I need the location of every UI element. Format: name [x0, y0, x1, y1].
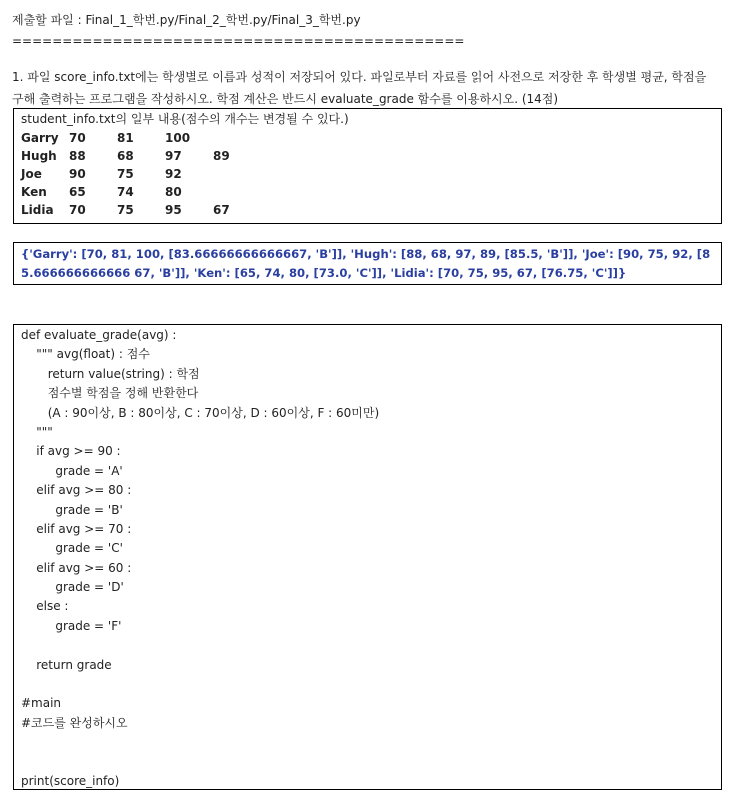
code-line: grade = 'A' [21, 463, 123, 478]
expected-output-text: {'Garry': [70, 81, 100, [83.66666666666667, 'B']], 'Hugh': [88, 68, 97, 89, [85.5, 'B']], 'Joe': [90, 75, 92, [85.666666666666 67, 'B']], 'Ken': [65, 74, 80, [73.0, 'C']], 'Lidia': [70, 75, 95, 67, [76.75, 'C']]} [21, 247, 711, 280]
score-cell: 75 [117, 203, 134, 217]
student-name-cell: Garry [21, 131, 59, 145]
score-cell [213, 183, 230, 201]
score-cell: 81 [117, 131, 134, 145]
score-cell: 89 [213, 149, 230, 163]
submission-files-label: 제출할 파일 : Final_1_학번.py/Final_2_학번.py/Final_3_학번.py [12, 13, 361, 27]
code-line: #코드를 완성하시오 [21, 715, 128, 730]
code-line: elif avg >= 80 : [21, 483, 132, 498]
code-line: elif avg >= 70 : [21, 521, 132, 536]
student-name-cell: Joe [21, 167, 42, 181]
code-line: grade = 'B' [21, 502, 123, 517]
code-line: return value(string) : 학점 [21, 366, 200, 381]
score-cell: 80 [165, 185, 182, 199]
score-cell: 95 [165, 203, 182, 217]
expected-output-box [13, 242, 722, 285]
separator-rule: ============================================= [12, 34, 465, 48]
student-name-cell: Ken [21, 185, 47, 199]
score-cell: 67 [213, 203, 230, 217]
code-line: #main [21, 696, 62, 711]
code-line [21, 733, 379, 752]
score-cell: 97 [165, 149, 182, 163]
code-line: 점수별 학점을 정해 반환한다 [21, 386, 199, 401]
code-line: else : [21, 599, 69, 614]
code-line: """ [21, 424, 53, 439]
student-name-cell: Hugh [21, 149, 57, 163]
score-cell: 92 [165, 167, 182, 181]
code-line: grade = 'F' [21, 618, 122, 633]
code-line: grade = 'D' [21, 580, 124, 595]
score-cell: 65 [69, 185, 86, 199]
score-cell: 74 [117, 185, 134, 199]
score-row [21, 183, 230, 201]
code-line: """ avg(float) : 점수 [21, 347, 150, 362]
score-cell [213, 129, 230, 147]
score-table [21, 129, 230, 219]
student-name-cell: Lidia [21, 203, 54, 217]
score-row [21, 129, 230, 147]
file-contents-box [13, 108, 722, 224]
code-line: grade = 'C' [21, 541, 123, 556]
question-text-line-1: 1. 파일 score_info.txt에는 학생별로 이름과 성적이 저장되어 있다. 파일로부터 자료를 읽어 사전으로 저장한 후 학생별 평균, 학점을 [12, 70, 707, 84]
code-line: (A : 90이상, B : 80이상, C : 70이상, D : 60이상, F : 60미만) [21, 405, 380, 420]
code-line: if avg >= 90 : [21, 444, 121, 459]
score-cell: 70 [69, 131, 86, 145]
code-line [21, 675, 379, 694]
code-template-box [13, 324, 722, 790]
code-line: return grade [21, 657, 112, 672]
score-cell: 90 [69, 167, 86, 181]
score-cell: 70 [69, 203, 86, 217]
question-text-line-2: 구해 출력하는 프로그램을 작성하시오. 학점 계산은 반드시 evaluate_grade 함수를 이용하시오. (14점) [12, 92, 559, 106]
score-cell: 68 [117, 149, 134, 163]
score-row [21, 165, 230, 183]
code-line [21, 753, 379, 772]
code-line: print(score_info) [21, 773, 120, 788]
score-cell: 88 [69, 149, 86, 163]
score-row [21, 201, 230, 219]
code-line [21, 636, 379, 655]
file-contents-caption: student_info.txt의 일부 내용(점수의 개수는 변경될 수 있다.) [21, 112, 349, 126]
code-line: def evaluate_grade(avg) : [21, 328, 177, 342]
score-cell: 100 [165, 131, 191, 145]
code-line: elif avg >= 60 : [21, 560, 132, 575]
score-cell [213, 165, 230, 183]
score-row [21, 147, 230, 165]
code-listing [21, 326, 379, 791]
score-cell: 75 [117, 167, 134, 181]
